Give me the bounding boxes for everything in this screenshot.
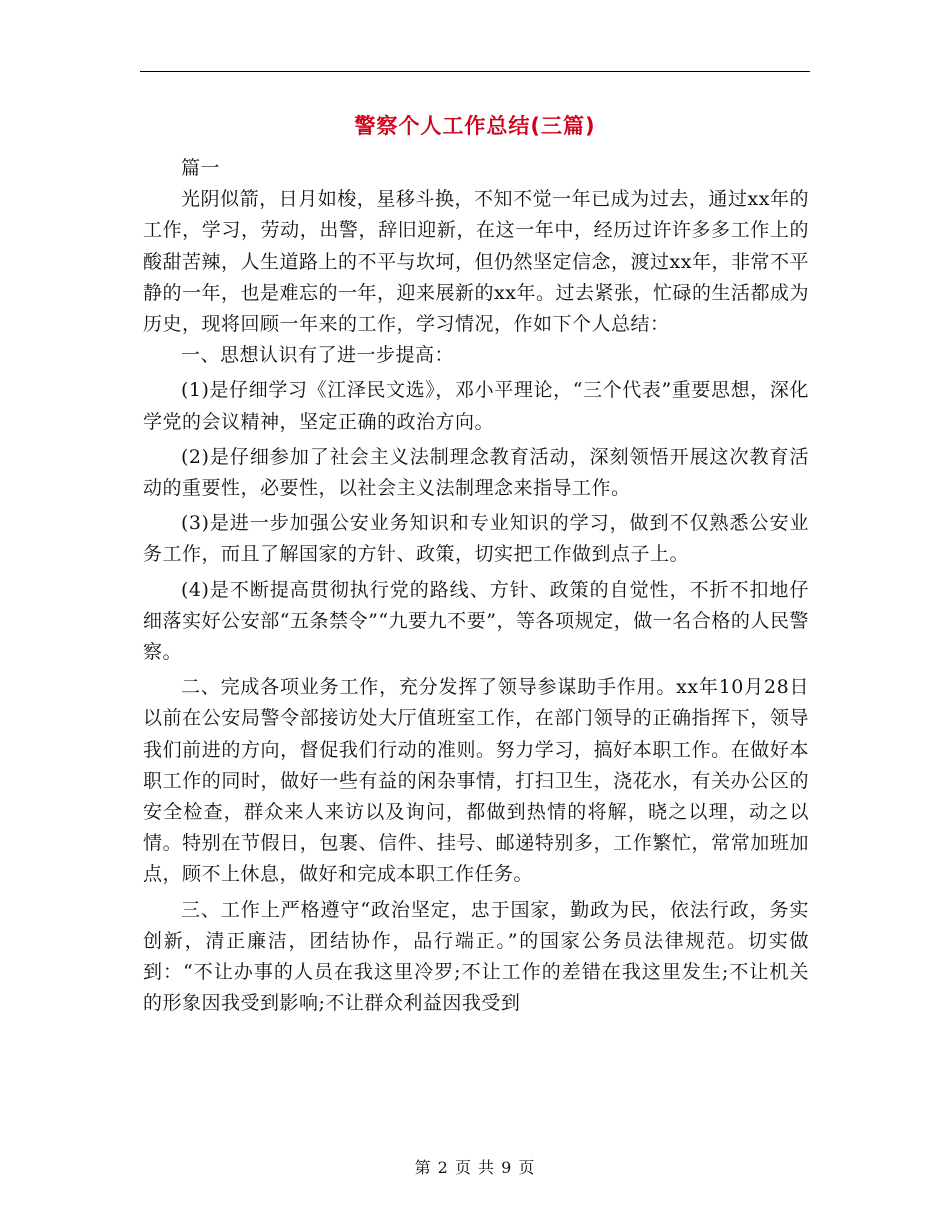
document-body <box>143 153 809 1019</box>
paragraph-item-4: (4)是不断提高贯彻执行党的路线、方针、政策的自觉性，不折不扣地仔细落实好公安部“五条禁令”“九要九不要”，等各项规定，做一名合格的人民警察。 <box>143 578 809 664</box>
page-indicator: 第 2 页 共 9 页 <box>414 1158 536 1177</box>
paragraph-item-3: (3)是进一步加强公安业务知识和专业知识的学习，做到不仅熟悉公安业务工作，而且了解国家的方针、政策，切实把工作做到点子上。 <box>143 512 809 566</box>
header-rule <box>140 71 810 72</box>
paragraph-item-2: (2)是仔细参加了社会主义法制理念教育活动，深刻领悟开展这次教育活动的重要性，必要性，以社会主义法制理念来指导工作。 <box>143 445 809 500</box>
paragraph-section-2: 二、完成各项业务工作，充分发挥了领导参谋助手作用。xx年10月28日以前在公安局警令部接访处大厅值班室工作，在部门领导的正确指挥下，领导我们前进的方向，督促我们行动的准则。努力学习，搞好本职工作。在做好本职工作的同时，做好一些有益的闲杂事情，打扫卫生，浇花水，有关办公区的安全检查，群众来人来访以及询问，都做到热情的将解，晓之以理，动之以情。特别在节假日，包裹、信件、挂号、邮递特别多，工作繁忙，常常加班加点，顾不上休息，做好和完成本职工作任务。 <box>143 676 809 886</box>
section-label: 篇一 <box>181 157 221 179</box>
paragraph-item-1: (1)是仔细学习《江泽民文选》，邓小平理论，“三个代表”重要思想，深化学党的会议精神，坚定正确的政治方向。 <box>143 379 809 433</box>
paragraph-heading-1: 一、思想认识有了进一步提高： <box>181 344 455 367</box>
document-title: 警察个人工作总结(三篇) <box>354 114 596 138</box>
paragraph-section-3: 三、工作上严格遵守“政治坚定，忠于国家，勤政为民，依法行政，务实创新，清正廉洁，团结协作，品行端正。”的国家公务员法律规范。切实做到：“不让办事的人员在我这里冷罗;不让工作的差错在我这里发生;不让机关的形象因我受到影响;不让群众利益因我受到 <box>143 898 809 1015</box>
paragraph-intro: 光阴似箭，日月如梭，星移斗换，不知不觉一年已成为过去，通过xx年的工作，学习，劳动，出警，辞旧迎新，在这一年中，经历过许许多多工作上的酸甜苦辣，人生道路上的不平与坎坷，但仍然坚定信念，渡过xx年，非常不平静的一年，也是难忘的一年，迎来展新的xx年。过去紧张，忙碌的生活都成为历史，现将回顾一年来的工作，学习情况，作如下个人总结： <box>143 188 809 336</box>
